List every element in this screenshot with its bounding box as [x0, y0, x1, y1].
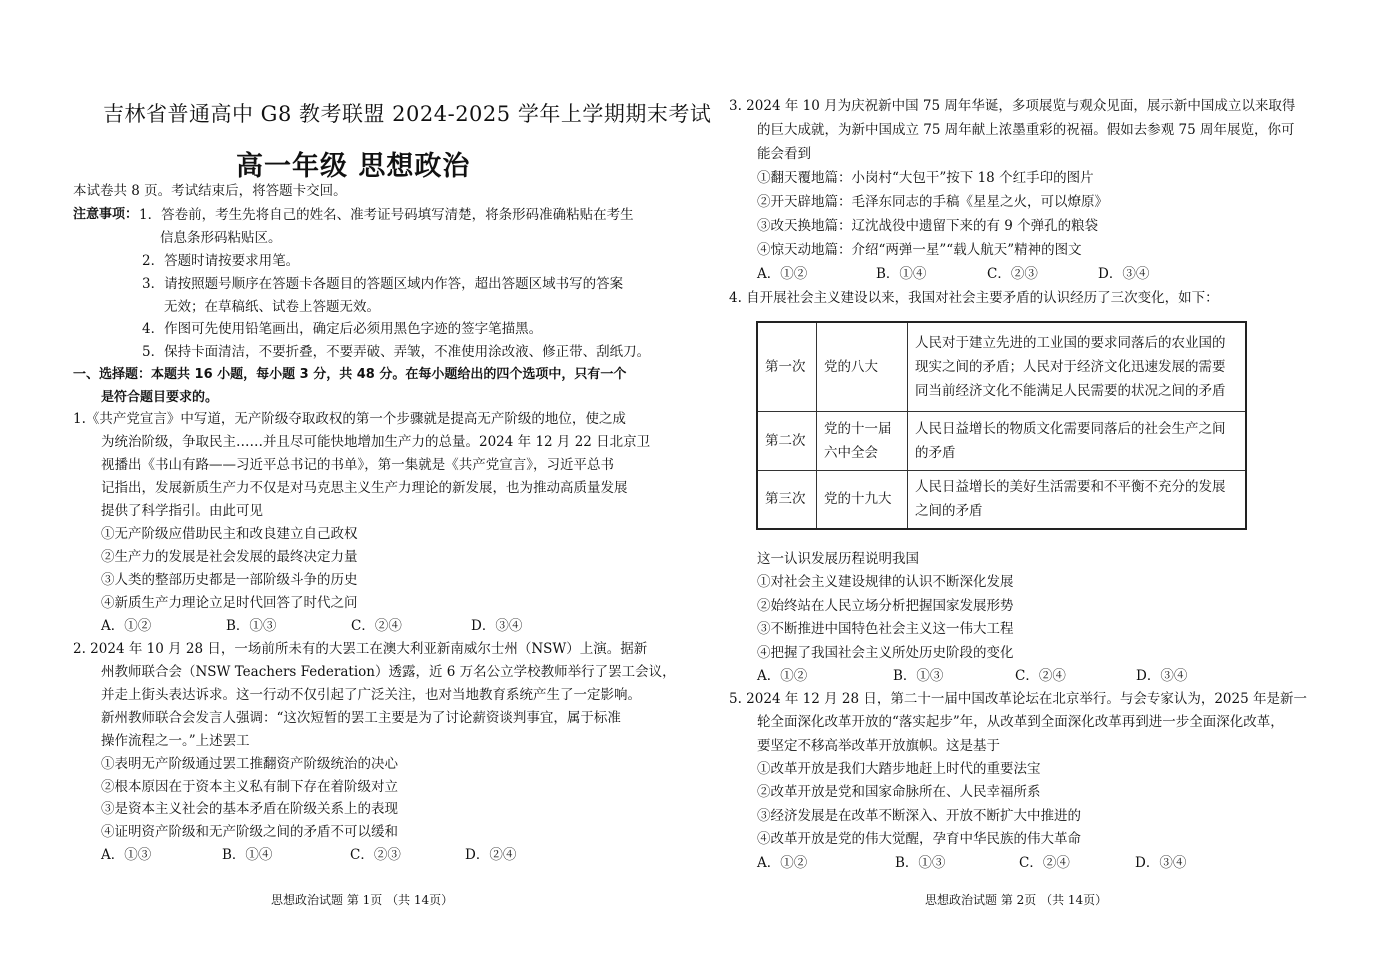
- q1-option-d[interactable]: D．③④: [471, 618, 523, 634]
- note-4: 4．作图可先使用铅笔画出，确定后必须用黑色字迹的签字笔描黑。: [142, 321, 543, 337]
- q4-after-table: 这一认识发展历程说明我国: [757, 551, 919, 567]
- content-line: 之间的矛盾: [915, 503, 983, 520]
- q1-stem-line: 记指出，发展新质生产力不仅是对马克思主义生产力理论的新发展，也为推动高质量发展: [101, 480, 628, 496]
- q3-stem-line: 3. 2024 年 10 月为庆祝新中国 75 周年华诞，多项展览与观众见面，展示新中国成立以来取得: [729, 98, 1296, 114]
- content-line: 人民对于建立先进的工业国的要求同落后的农业国的: [915, 334, 1226, 351]
- note-1b: 信息条形码粘贴区。: [160, 230, 282, 246]
- q4-option-c[interactable]: C．②④: [1015, 668, 1066, 684]
- q4-item: ①对社会主义建设规律的认识不断深化发展: [757, 574, 1014, 590]
- exam-subtitle: 高一年级 思想政治: [236, 151, 471, 182]
- note-3b: 无效；在草稿纸、试卷上答题无效。: [164, 299, 380, 315]
- q3-option-c[interactable]: C．②③: [987, 266, 1038, 282]
- q3-option-b[interactable]: B．①④: [876, 266, 927, 282]
- table-cell-time: 第三次: [757, 470, 817, 529]
- q5-item: ②改革开放是党和国家命脉所在、人民幸福所系: [757, 784, 1041, 800]
- table-cell-time: 第一次: [757, 322, 817, 411]
- section-heading: 一、选择题：本题共 16 小题，每小题 3 分，共 48 分。在每小题给出的四个选项中，只有一个: [73, 367, 627, 382]
- q3-item: ①翻天覆地篇：小岗村“大包干”按下 18 个红手印的图片: [757, 170, 1094, 186]
- q1-stem-line: 为统治阶级，争取民主……并且尽可能快地增加生产力的总量。2024 年 12 月 22 日北京卫: [101, 434, 651, 450]
- exam-intro: 本试卷共 8 页。考试结束后，将答题卡交回。: [73, 183, 347, 199]
- q1-option-a[interactable]: A．①②: [101, 618, 152, 634]
- q1-item: ④新质生产力理论立足时代回答了时代之问: [101, 595, 358, 611]
- table-cell-content: [908, 470, 1247, 529]
- note-3a: 3．请按照题号顺序在答题卡各题目的答题区域内作答，超出答题区域书写的答案: [142, 276, 624, 292]
- section-heading-cont: 是符合题目要求的。: [101, 390, 219, 405]
- content-line: 人民日益增长的美好生活需要和不平衡不充分的发展: [915, 479, 1226, 496]
- q2-stem-line: 州教师联合会（NSW Teachers Federation）透露，近 6 万名公立学校教师举行了罢工会议，: [101, 664, 676, 680]
- q4-item: ③不断推进中国特色社会主义这一伟大工程: [757, 621, 1014, 637]
- table-row: [757, 411, 1246, 470]
- q4-option-a[interactable]: A．①②: [757, 668, 808, 684]
- content-line: 同当前经济文化不能满足人民需要的状况之间的矛盾: [915, 382, 1226, 399]
- q1-stem-line: 提供了科学指引。由此可见: [101, 503, 263, 519]
- table-cell-meeting: [817, 322, 908, 411]
- q5-option-b[interactable]: B．①③: [895, 855, 946, 871]
- q3-stem-line: 的巨大成就，为新中国成立 75 周年献上浓墨重彩的祝福。假如去参观 75 周年展览，你可: [757, 122, 1295, 138]
- notes-label: 注意事项：: [73, 207, 139, 222]
- q2-stem-line: 2. 2024 年 10 月 28 日，一场前所未有的大罢工在澳大利亚新南威尔士州（NSW）上演。据新: [73, 641, 648, 657]
- page-footer-right: 思想政治试题 第 2页 （共 14页）: [925, 893, 1108, 907]
- meeting-line: 党的八大: [824, 358, 878, 375]
- q2-option-a[interactable]: A．①③: [101, 847, 152, 863]
- q5-stem-line: 要坚定不移高举改革开放旗帜。这是基于: [757, 738, 1000, 754]
- table-row: [757, 322, 1246, 411]
- q5-option-a[interactable]: A．①②: [757, 855, 808, 871]
- q4-option-b[interactable]: B．①③: [893, 668, 944, 684]
- q5-item: ③经济发展是在改革不断深入、开放不断扩大中推进的: [757, 808, 1081, 824]
- note-1a: 1．答卷前，考生先将自己的姓名、准考证号码填写清楚，将条形码准确粘贴在考生: [139, 207, 634, 223]
- page-footer-left: 思想政治试题 第 1页 （共 14页）: [271, 893, 454, 907]
- q2-item: ④证明资产阶级和无产阶级之间的矛盾不可以缓和: [101, 824, 398, 840]
- exam-title: 吉林省普通高中 G8 教考联盟 2024-2025 学年上学期期末考试: [103, 102, 712, 126]
- q3-stem-line: 能会看到: [757, 146, 811, 162]
- table-cell-time: 第二次: [757, 411, 817, 470]
- q5-item: ④改革开放是党的伟大觉醒，孕育中华民族的伟大革命: [757, 831, 1081, 847]
- q2-option-c[interactable]: C．②③: [350, 847, 401, 863]
- q3-item: ②开天辟地篇：毛泽东同志的手稿《星星之火，可以燎原》: [757, 194, 1108, 210]
- table-cell-meeting: [817, 411, 908, 470]
- table-cell-content: [908, 322, 1247, 411]
- q2-option-b[interactable]: B．①④: [222, 847, 273, 863]
- q2-item: ③是资本主义社会的基本矛盾在阶级关系上的表现: [101, 801, 398, 817]
- table-cell-meeting: [817, 470, 908, 529]
- q1-item: ②生产力的发展是社会发展的最终决定力量: [101, 549, 358, 565]
- q2-item: ①表明无产阶级通过罢工推翻资产阶级统治的决心: [101, 756, 398, 772]
- q3-item: ④惊天动地篇：介绍“两弹一星”“载人航天”精神的图文: [757, 242, 1082, 258]
- q1-stem-line: 视播出《书山有路——习近平总书记的书单》，第一集就是《共产党宣言》，习近平总书: [101, 457, 614, 473]
- q4-item: ④把握了我国社会主义所处历史阶段的变化: [757, 645, 1014, 661]
- q3-option-d[interactable]: D．③④: [1098, 266, 1150, 282]
- content-line: 现实之间的矛盾；人民对于经济文化迅速发展的需要: [915, 358, 1226, 375]
- meeting-line: 党的十一届: [824, 420, 892, 437]
- content-line: 人民日益增长的物质文化需要同落后的社会生产之间: [915, 420, 1226, 437]
- q1-option-c[interactable]: C．②④: [351, 618, 402, 634]
- q1-item: ③人类的整部历史都是一部阶级斗争的历史: [101, 572, 358, 588]
- meeting-line: 六中全会: [824, 444, 878, 461]
- q3-option-a[interactable]: A．①②: [757, 266, 808, 282]
- table-row: [757, 470, 1246, 529]
- q5-item: ①改革开放是我们大踏步地赶上时代的重要法宝: [757, 761, 1041, 777]
- q2-stem-line: 操作流程之一。”上述罢工: [101, 733, 250, 749]
- q1-option-b[interactable]: B．①③: [226, 618, 277, 634]
- q3-item: ③改天换地篇：辽沈战役中遗留下来的有 9 个弹孔的粮袋: [757, 218, 1099, 234]
- q4-stem: 4. 自开展社会主义建设以来，我国对社会主要矛盾的认识经历了三次变化，如下：: [729, 290, 1219, 306]
- q1-item: ①无产阶级应借助民主和改良建立自己政权: [101, 526, 358, 542]
- q2-option-d[interactable]: D．②④: [465, 847, 517, 863]
- content-line: 的矛盾: [915, 444, 956, 461]
- q2-stem-line: 新州教师联合会发言人强调：“这次短暂的罢工主要是为了讨论薪资谈判事宜，属于标准: [101, 710, 621, 726]
- contradiction-table: [756, 321, 1247, 530]
- q2-item: ②根本原因在于资本主义私有制下存在着阶级对立: [101, 779, 398, 795]
- q5-option-c[interactable]: C．②④: [1019, 855, 1070, 871]
- q4-option-d[interactable]: D．③④: [1136, 668, 1188, 684]
- q5-stem-line: 5. 2024 年 12 月 28 日，第二十一届中国改革论坛在北京举行。与会专家认为，2025 年是新一: [729, 691, 1307, 707]
- note-5: 5．保持卡面清洁，不要折叠，不要弄破、弄皱，不准使用涂改液、修正带、刮纸刀。: [142, 344, 651, 360]
- q1-stem-line: 1.《共产党宣言》中写道，无产阶级夺取政权的第一个步骤就是提高无产阶级的地位，使之成: [73, 411, 626, 427]
- q5-option-d[interactable]: D．③④: [1135, 855, 1187, 871]
- table-cell-content: [908, 411, 1247, 470]
- q4-item: ②始终站在人民立场分析把握国家发展形势: [757, 598, 1014, 614]
- meeting-line: 党的十九大: [824, 491, 892, 508]
- note-2: 2．答题时请按要求用笔。: [142, 253, 300, 269]
- q5-stem-line: 轮全面深化改革开放的“落实起步”年，从改革到全面深化改革再到进一步全面深化改革，: [757, 714, 1284, 730]
- q2-stem-line: 并走上街头表达诉求。这一行动不仅引起了广泛关注，也对当地教育系统产生了一定影响。: [101, 687, 641, 703]
